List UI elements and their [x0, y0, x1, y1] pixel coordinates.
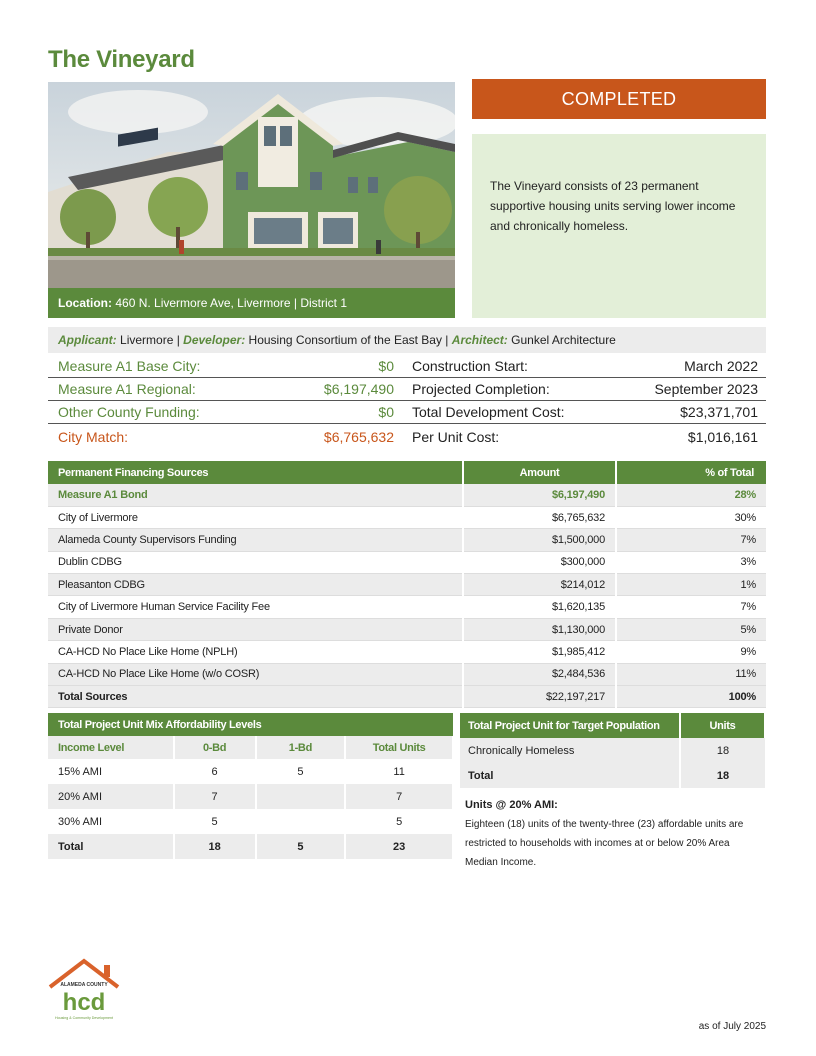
table-row	[48, 663, 766, 685]
schedule-label: Construction Start:	[412, 358, 528, 374]
funding-row	[48, 401, 766, 424]
financing-table	[48, 461, 766, 708]
cell: 5	[256, 759, 346, 784]
source-percent: 28%	[616, 484, 766, 506]
page-title: The Vineyard	[48, 46, 195, 73]
source-percent: 7%	[616, 596, 766, 618]
funding-label: Measure A1 Regional:	[58, 381, 196, 397]
table-row	[48, 484, 766, 506]
table-row	[48, 596, 766, 618]
source-amount: $214,012	[463, 574, 616, 596]
source-name: Private Donor	[48, 618, 463, 640]
funding-label: City Match:	[58, 429, 129, 445]
source-amount: $2,484,536	[463, 663, 616, 685]
column-header: Income Level	[48, 736, 174, 759]
population-units: 18	[680, 738, 765, 763]
column-header: % of Total	[616, 461, 766, 484]
source-percent: 3%	[616, 551, 766, 573]
schedule-value: March 2022	[684, 358, 758, 374]
column-header: 1-Bd	[256, 736, 346, 759]
cell	[256, 784, 346, 809]
source-amount: $1,130,000	[463, 618, 616, 640]
source-percent: 1%	[616, 574, 766, 596]
table-row	[48, 529, 766, 551]
cell: 7	[174, 784, 256, 809]
source-percent: 11%	[616, 663, 766, 685]
source-percent: 9%	[616, 641, 766, 663]
credits-bar	[48, 327, 766, 353]
table-row	[48, 809, 453, 834]
funding-value: $0	[378, 404, 394, 420]
source-amount: $300,000	[463, 551, 616, 573]
location-value: 460 N. Livermore Ave, Livermore | District 1	[115, 296, 347, 310]
income-level: Total	[48, 834, 174, 859]
source-percent: 30%	[616, 506, 766, 528]
table-row	[48, 618, 766, 640]
source-percent: 7%	[616, 529, 766, 551]
building-photo	[48, 82, 455, 288]
source-name: CA-HCD No Place Like Home (w/o COSR)	[48, 663, 463, 685]
table-row	[48, 574, 766, 596]
source-amount: $1,500,000	[463, 529, 616, 551]
source-name: Measure A1 Bond	[48, 484, 463, 506]
logo-sub-text: Housing & Community Development	[55, 1016, 113, 1020]
location-bar	[48, 288, 455, 318]
source-amount: $22,197,217	[463, 686, 616, 708]
table-row	[48, 641, 766, 663]
source-name: Alameda County Supervisors Funding	[48, 529, 463, 551]
cell	[256, 809, 346, 834]
source-amount: $6,765,632	[463, 506, 616, 528]
funding-value: $0	[378, 358, 394, 374]
table-row	[460, 738, 765, 763]
architect-value: Gunkel Architecture	[511, 333, 616, 347]
source-name: Pleasanton CDBG	[48, 574, 463, 596]
column-header: Total Units	[345, 736, 453, 759]
schedule-label: Total Development Cost:	[412, 404, 565, 420]
source-name: Dublin CDBG	[48, 551, 463, 573]
description-text: The Vineyard consists of 23 permanent supportive housing units serving lower income and chronically homeless.	[490, 179, 736, 233]
cell: 18	[174, 834, 256, 859]
cell: 5	[174, 809, 256, 834]
description-box	[472, 134, 766, 318]
cell: 23	[345, 834, 453, 859]
table-total-row	[48, 686, 766, 708]
funding-row	[48, 378, 766, 401]
source-name: City of Livermore Human Service Facility Fee	[48, 596, 463, 618]
source-amount: $6,197,490	[463, 484, 616, 506]
cell: 7	[345, 784, 453, 809]
table-row	[48, 551, 766, 573]
income-level: 30% AMI	[48, 809, 174, 834]
architect-label: Architect:	[451, 333, 508, 347]
cell: 5	[256, 834, 346, 859]
population-name: Chronically Homeless	[460, 738, 680, 763]
applicant-value: Livermore |	[120, 333, 180, 347]
column-header: 0-Bd	[174, 736, 256, 759]
schedule-value: September 2023	[654, 381, 758, 397]
status-badge: COMPLETED	[472, 79, 766, 119]
table-total-row	[460, 763, 765, 788]
cell: 5	[345, 809, 453, 834]
table-row	[48, 759, 453, 784]
unit-mix-table	[48, 713, 454, 859]
source-percent: 5%	[616, 618, 766, 640]
units-note-text: Eighteen (18) units of the twenty-three (23) affordable units are restricted to households with incomes at or below 20% Area Median Income.	[465, 819, 744, 868]
table-row	[48, 506, 766, 528]
funding-label: Measure A1 Base City:	[58, 358, 201, 374]
developer-label: Developer:	[183, 333, 246, 347]
as-of-date: as of July 2025	[698, 1021, 766, 1032]
funding-summary	[48, 355, 766, 450]
income-level: 15% AMI	[48, 759, 174, 784]
cell: 11	[345, 759, 453, 784]
logo-top-text: ALAMEDA COUNTY	[60, 982, 108, 988]
source-percent: 100%	[616, 686, 766, 708]
source-name: CA-HCD No Place Like Home (NPLH)	[48, 641, 463, 663]
schedule-label: Projected Completion:	[412, 381, 550, 397]
logo-main-text: hcd	[62, 989, 106, 1016]
funding-row	[48, 355, 766, 378]
source-amount: $1,620,135	[463, 596, 616, 618]
table-total-row	[48, 834, 453, 859]
population-name: Total	[460, 763, 680, 788]
population-units: 18	[680, 763, 765, 788]
developer-value: Housing Consortium of the East Bay |	[248, 333, 449, 347]
target-population-table	[460, 713, 766, 788]
source-amount: $1,985,412	[463, 641, 616, 663]
column-header: Amount	[463, 461, 616, 484]
column-header: Total Project Unit for Target Population	[460, 713, 680, 738]
location-label: Location:	[58, 296, 112, 310]
column-header: Permanent Financing Sources	[48, 461, 463, 484]
units-note	[465, 796, 765, 872]
funding-row	[48, 424, 766, 450]
schedule-label: Per Unit Cost:	[412, 429, 500, 445]
column-header: Units	[680, 713, 765, 738]
income-level: 20% AMI	[48, 784, 174, 809]
cell: 6	[174, 759, 256, 784]
units-note-heading: Units @ 20% AMI:	[465, 799, 558, 811]
funding-label: Other County Funding:	[58, 404, 200, 420]
schedule-value: $1,016,161	[687, 429, 758, 445]
table-row	[48, 784, 453, 809]
source-name: Total Sources	[48, 686, 463, 708]
schedule-value: $23,371,701	[680, 404, 758, 420]
hcd-logo	[48, 957, 120, 1021]
funding-value: $6,765,632	[323, 429, 394, 445]
funding-value: $6,197,490	[323, 381, 394, 397]
applicant-label: Applicant:	[58, 333, 117, 347]
source-name: City of Livermore	[48, 506, 463, 528]
unit-mix-title: Total Project Unit Mix Affordability Levels	[48, 713, 453, 736]
